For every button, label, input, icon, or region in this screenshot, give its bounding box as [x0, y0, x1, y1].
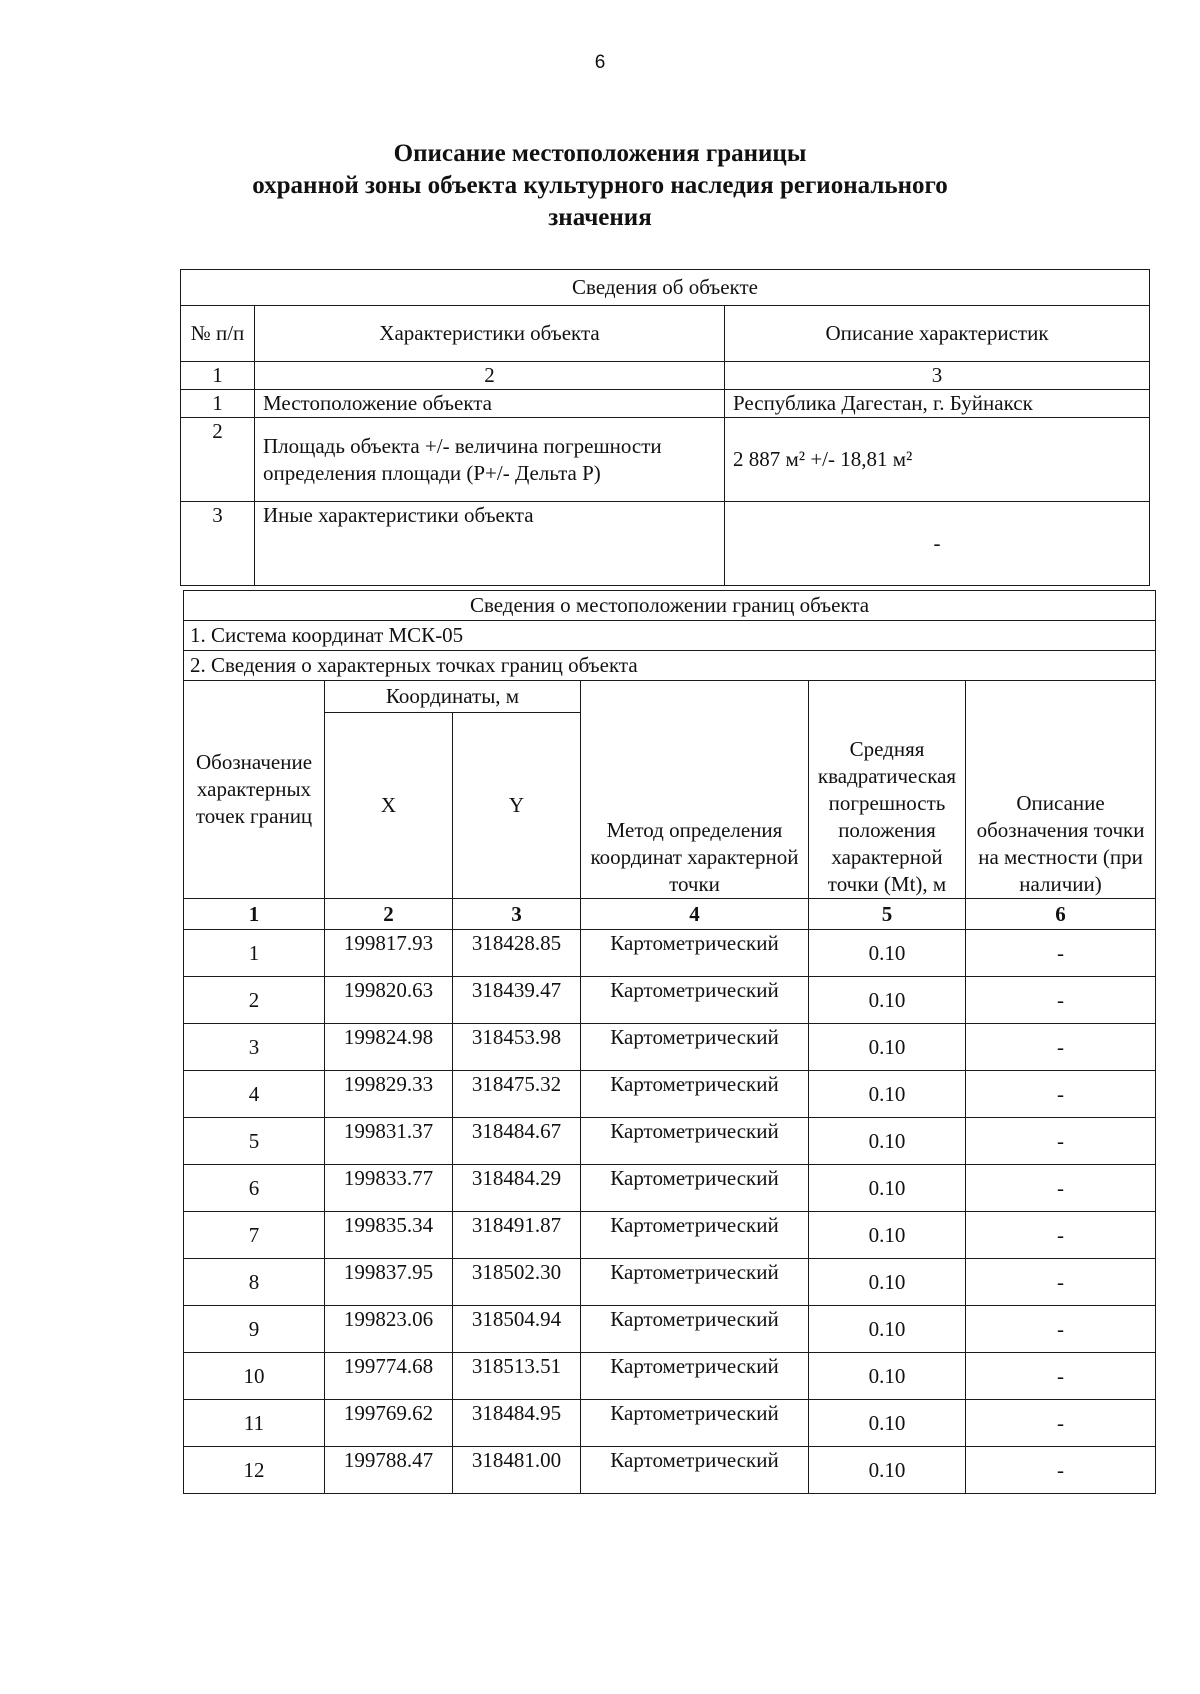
object-info-table: [180, 269, 1150, 586]
point-method: Картометрический: [581, 1165, 809, 1212]
point-mt: 0.10: [809, 1118, 966, 1165]
point-method: Картометрический: [581, 1259, 809, 1306]
point-number: 10: [184, 1353, 325, 1400]
table-row: [184, 930, 1156, 977]
document-title: [140, 138, 1060, 234]
row-no: 2: [181, 418, 255, 502]
point-method: Картометрический: [581, 1400, 809, 1447]
col-number: 2: [325, 899, 453, 930]
point-y: 318453.98: [453, 1024, 581, 1071]
title-line: значения: [548, 204, 652, 231]
col-header-error: Средняя квадратическая погрешность положения характерной точки (Mt), м: [809, 681, 966, 899]
table-row: [184, 1024, 1156, 1071]
table-row: [181, 390, 1150, 418]
point-mt: 0.10: [809, 1024, 966, 1071]
point-y: 318475.32: [453, 1071, 581, 1118]
table-row: [184, 1212, 1156, 1259]
row-no: 1: [181, 390, 255, 418]
table-row: [184, 1306, 1156, 1353]
point-method: Картометрический: [581, 1447, 809, 1494]
point-mt: 0.10: [809, 977, 966, 1024]
col-header-desc: Описание обозначения точки на местности (при наличии): [966, 681, 1156, 899]
point-y: 318484.67: [453, 1118, 581, 1165]
point-x: 199788.47: [325, 1447, 453, 1494]
table-row: [184, 1071, 1156, 1118]
point-y: 318484.95: [453, 1400, 581, 1447]
col-header-point: Обозначение характерных точек границ: [184, 681, 325, 899]
point-number: 4: [184, 1071, 325, 1118]
col-number: 2: [255, 362, 725, 390]
point-desc: -: [966, 1400, 1156, 1447]
point-x: 199833.77: [325, 1165, 453, 1212]
object-info-heading: Сведения об объекте: [181, 270, 1150, 306]
point-y: 318513.51: [453, 1353, 581, 1400]
table-row: [184, 977, 1156, 1024]
point-desc: -: [966, 1165, 1156, 1212]
point-x: 199820.63: [325, 977, 453, 1024]
point-x: 199837.95: [325, 1259, 453, 1306]
point-number: 5: [184, 1118, 325, 1165]
table-row: [181, 418, 1150, 502]
point-y: 318502.30: [453, 1259, 581, 1306]
point-x: 199829.33: [325, 1071, 453, 1118]
point-x: 199769.62: [325, 1400, 453, 1447]
point-mt: 0.10: [809, 930, 966, 977]
point-desc: -: [966, 977, 1156, 1024]
point-number: 9: [184, 1306, 325, 1353]
point-mt: 0.10: [809, 1212, 966, 1259]
point-desc: -: [966, 1447, 1156, 1494]
point-method: Картометрический: [581, 977, 809, 1024]
col-header-description: Описание характеристик: [725, 306, 1150, 362]
col-number: 1: [184, 899, 325, 930]
point-y: 318439.47: [453, 977, 581, 1024]
col-number: 3: [453, 899, 581, 930]
table-row: [184, 1353, 1156, 1400]
row-name: Местоположение объекта: [255, 390, 725, 418]
point-mt: 0.10: [809, 1353, 966, 1400]
boundary-points-table: [183, 590, 1156, 1494]
table-row: [184, 1400, 1156, 1447]
point-mt: 0.10: [809, 1071, 966, 1118]
point-y: 318491.87: [453, 1212, 581, 1259]
point-method: Картометрический: [581, 1212, 809, 1259]
row-name: Иные характеристики объекта: [255, 502, 725, 586]
point-number: 3: [184, 1024, 325, 1071]
point-x: 199817.93: [325, 930, 453, 977]
col-number: 1: [181, 362, 255, 390]
table-row: [181, 502, 1150, 586]
point-method: Картометрический: [581, 930, 809, 977]
point-desc: -: [966, 1212, 1156, 1259]
point-x: 199774.68: [325, 1353, 453, 1400]
point-desc: -: [966, 1024, 1156, 1071]
row-name: Площадь объекта +/- величина погрешности определения площади (Р+/- Дельта Р): [255, 418, 725, 502]
row-value: -: [725, 502, 1150, 586]
point-mt: 0.10: [809, 1400, 966, 1447]
points-body: [184, 930, 1156, 1494]
point-method: Картометрический: [581, 1353, 809, 1400]
point-number: 1: [184, 930, 325, 977]
point-x: 199824.98: [325, 1024, 453, 1071]
point-method: Картометрический: [581, 1306, 809, 1353]
col-number: 3: [725, 362, 1150, 390]
boundary-heading: Сведения о местоположении границ объекта: [184, 591, 1156, 621]
title-line: охранной зоны объекта культурного наследия регионального: [252, 172, 948, 199]
point-number: 11: [184, 1400, 325, 1447]
row-value: 2 887 м² +/- 18,81 м²: [725, 418, 1150, 502]
point-desc: -: [966, 1306, 1156, 1353]
table-row: [184, 1447, 1156, 1494]
point-desc: -: [966, 1071, 1156, 1118]
point-number: 12: [184, 1447, 325, 1494]
col-number: 5: [809, 899, 966, 930]
points-heading: 2. Сведения о характерных точках границ объекта: [184, 651, 1156, 681]
point-method: Картометрический: [581, 1024, 809, 1071]
point-x: 199835.34: [325, 1212, 453, 1259]
col-number: 4: [581, 899, 809, 930]
table-row: [184, 1259, 1156, 1306]
point-desc: -: [966, 1259, 1156, 1306]
col-header-x: X: [325, 713, 453, 899]
point-method: Картометрический: [581, 1071, 809, 1118]
title-line: Описание местоположения границы: [393, 140, 807, 167]
point-desc: -: [966, 1353, 1156, 1400]
point-number: 8: [184, 1259, 325, 1306]
point-mt: 0.10: [809, 1165, 966, 1212]
point-desc: -: [966, 930, 1156, 977]
coord-system: 1. Система координат МСК-05: [184, 621, 1156, 651]
point-x: 199823.06: [325, 1306, 453, 1353]
col-header-y: Y: [453, 713, 581, 899]
point-number: 2: [184, 977, 325, 1024]
point-method: Картометрический: [581, 1118, 809, 1165]
page-number: 6: [594, 52, 606, 73]
table-row: [184, 1165, 1156, 1212]
row-value: Республика Дагестан, г. Буйнакск: [725, 390, 1150, 418]
point-mt: 0.10: [809, 1447, 966, 1494]
point-y: 318484.29: [453, 1165, 581, 1212]
table-row: [184, 1118, 1156, 1165]
col-header-characteristics: Характеристики объекта: [255, 306, 725, 362]
point-mt: 0.10: [809, 1306, 966, 1353]
col-header-no: № п/п: [181, 306, 255, 362]
col-header-coords: Координаты, м: [325, 681, 581, 713]
point-y: 318428.85: [453, 930, 581, 977]
row-no: 3: [181, 502, 255, 586]
point-y: 318481.00: [453, 1447, 581, 1494]
point-number: 7: [184, 1212, 325, 1259]
point-desc: -: [966, 1118, 1156, 1165]
point-number: 6: [184, 1165, 325, 1212]
point-y: 318504.94: [453, 1306, 581, 1353]
col-number: 6: [966, 899, 1156, 930]
point-mt: 0.10: [809, 1259, 966, 1306]
point-x: 199831.37: [325, 1118, 453, 1165]
col-header-method: Метод определения координат характерной точки: [581, 681, 809, 899]
